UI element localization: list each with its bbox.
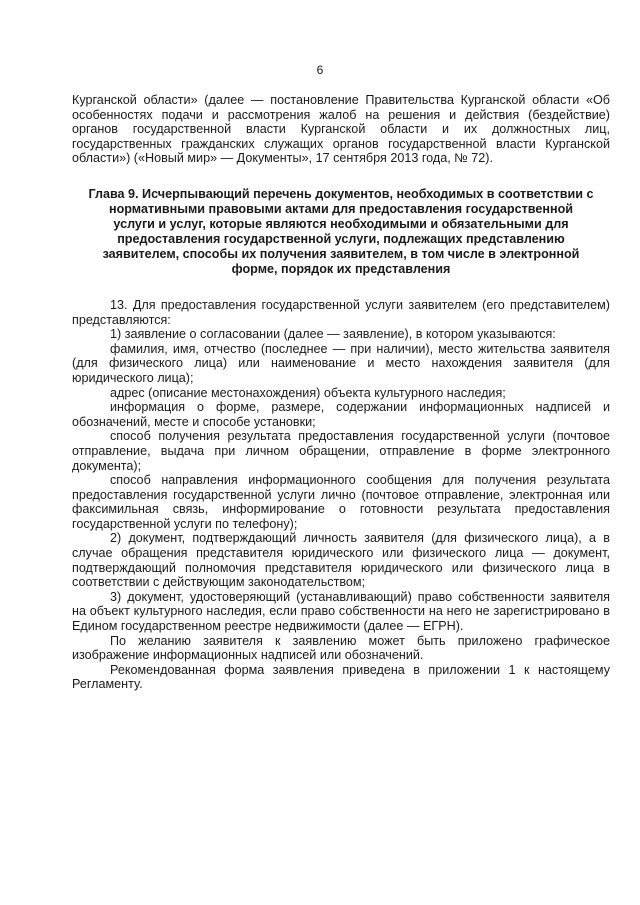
field-result-delivery-method: способ получения результата предоставления государственной услуги (почтовое отправление, выдача при личном обращении, отправление в форме электронного документа);	[72, 429, 610, 473]
intro-paragraph: Курганской области» (далее — постановление Правительства Курганской области «Об особенностях подачи и рассмотрения жалоб на решения и действия (бездействие) органов государственной власти Курганской области и их должностных лиц, государственных гражданских служащих органов государственной власти Курганской области») («Новый мир» — Документы», 17 сентября 2013 года, № 72).	[72, 93, 610, 166]
optional-graphic-attachment: По желанию заявителя к заявлению может быть приложено графическое изображение информационных надписей или обозначений.	[72, 633, 610, 663]
field-applicant-name: фамилия, имя, отчество (последнее — при наличии), место жительства заявителя (для физического лица) или наименование и место нахождения заявителя (для юридического лица);	[72, 341, 610, 385]
field-signage-info: информация о форме, размере, содержании информационных надписей и обозначений, месте и способе установки;	[72, 400, 610, 429]
field-object-address: адрес (описание местонахождения) объекта культурного наследия;	[110, 385, 506, 400]
item-3-ownership-document: 3) документ, удостоверяющий (устанавливающий) право собственности заявителя на объект культурного наследия, если право собственности на него не зарегистрировано в Едином государственном реестре недвижимости (далее — ЕГРН).	[72, 589, 610, 634]
item-2-identity-document: 2) документ, подтверждающий личность заявителя (для физического лица), а в случае обращения представителя юридического или физического лица — документ, подтверждающий полномочия представителя юридического или физического лица в соответствии с действующим законодательством;	[72, 531, 610, 590]
chapter-heading: Глава 9. Исчерпывающий перечень документов, необходимых в соответствии с нормативными правовыми актами для предоставления государственной услуги и услуг, которые являются необходимыми и обязательными для предоставления государственной услуги, подлежащих представлению заявителем, способы их получения заявителем, в том числе в электронной форме, порядок их представления	[88, 186, 594, 276]
document-body	[72, 93, 610, 692]
paragraph-13: 13. Для предоставления государственной услуги заявителем (его представителем) представляются:	[72, 297, 610, 327]
page-number: 6	[316, 63, 324, 77]
recommended-form-note: Рекомендованная форма заявления приведена в приложении 1 к настоящему Регламенту.	[72, 662, 610, 692]
item-1-application: 1) заявление о согласовании (далее — заявление), в котором указываются:	[110, 327, 556, 342]
field-notification-method: способ направления информационного сообщения для получения результата предоставления государственной услуги лично (почтовое отправление, электронная или факсимильная связь, информирование о готовности результата предоставления государственной услуги по телефону);	[72, 473, 610, 531]
